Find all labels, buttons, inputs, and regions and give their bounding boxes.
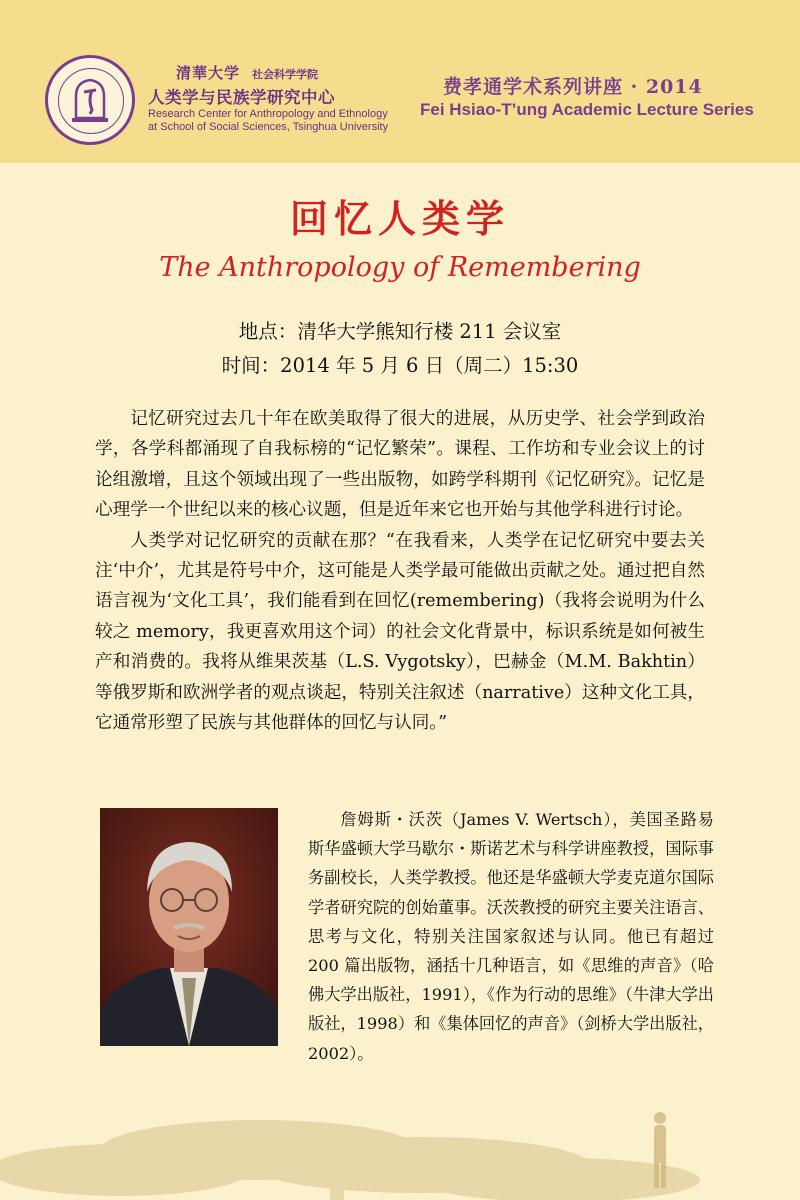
- center-name-en-line2: at School of Social Sciences, Tsinghua University: [148, 121, 389, 133]
- university-seal: [45, 55, 135, 145]
- series-title-cn: 费孝通学术系列讲座 · 2014: [443, 76, 703, 98]
- abstract-paragraph-2: 人类学对记忆研究的贡献在那？“在我看来，人类学在记忆研究中要去关注‘中介’，尤其是符号中介，这可能是人类学最可能做出贡献之处。通过把自然语言视为‘文化工具’，我们能看到在回忆(remembering)（我将会说明为什么较之 memory，我更喜欢用这个词）的社会文化背景中，标识系统是如何被生产和消费的。我将从维果茨基（L.S. Vygotsky），巴赫金（M.M. Bakhtin）等俄罗斯和欧洲学者的观点谈起，特别关注叙述（narrative）这种文化工具，它通常形塑了民族与其他群体的回忆与认同。”: [95, 530, 705, 734]
- speaker-photo: [100, 808, 278, 1046]
- lecture-time: 时间：2014 年 5 月 6 日（周二）15:30: [221, 354, 579, 377]
- speaker-bio: 詹姆斯・沃茨（James V. Wertsch），美国圣路易斯华盛顿大学马歇尔・斯诺艺术与科学讲座教授，国际事务副校长，人类学教授。他还是华盛顿大学麦克道尔国际学者研究院的创始董事。沃茨教授的研究主要关注语言、思考与文化，特别关注国家叙述与认同。他已有超过 200 篇出版物，涵括十几种语言，如《思维的声音》（哈佛大学出版社，1991），《作为行动的思维》（牛津大学出版社，1998）和《集体回忆的声音》（剑桥大学出版社，2002）。: [308, 810, 714, 1063]
- standing-figure-icon: [654, 1112, 666, 1188]
- center-name-en: [148, 108, 388, 134]
- university-name: 清華大学 社会科学学院: [176, 64, 319, 82]
- series-title-en: Fei Hsiao-T’ung Academic Lecture Series: [420, 100, 754, 119]
- lecture-venue: 地点：清华大学熊知行楼 211 会议室: [238, 320, 562, 343]
- school-name: 社会科学学院: [252, 68, 319, 81]
- center-name-en-line1: Research Center for Anthropology and Ethnology: [148, 108, 388, 120]
- center-name-cn: 人类学与民族学研究中心: [148, 88, 335, 107]
- bell-icon: [48, 58, 132, 142]
- lecture-title-en: The Anthropology of Remembering: [159, 252, 641, 283]
- abstract: [95, 404, 705, 738]
- abstract-paragraph-1: 记忆研究过去几十年在欧美取得了很大的进展，从历史学、社会学到政治学，各学科都涌现了自我标榜的“记忆繁荣”。课程、工作坊和专业会议上的讨论组激增，且这个领域出现了一些出版物，如跨学科期刊《记忆研究》。记忆是心理学一个世纪以来的核心议题，但是近年来它也开始与其他学科进行讨论。: [95, 409, 705, 521]
- lecture-title-cn: 回忆人类学: [289, 196, 510, 241]
